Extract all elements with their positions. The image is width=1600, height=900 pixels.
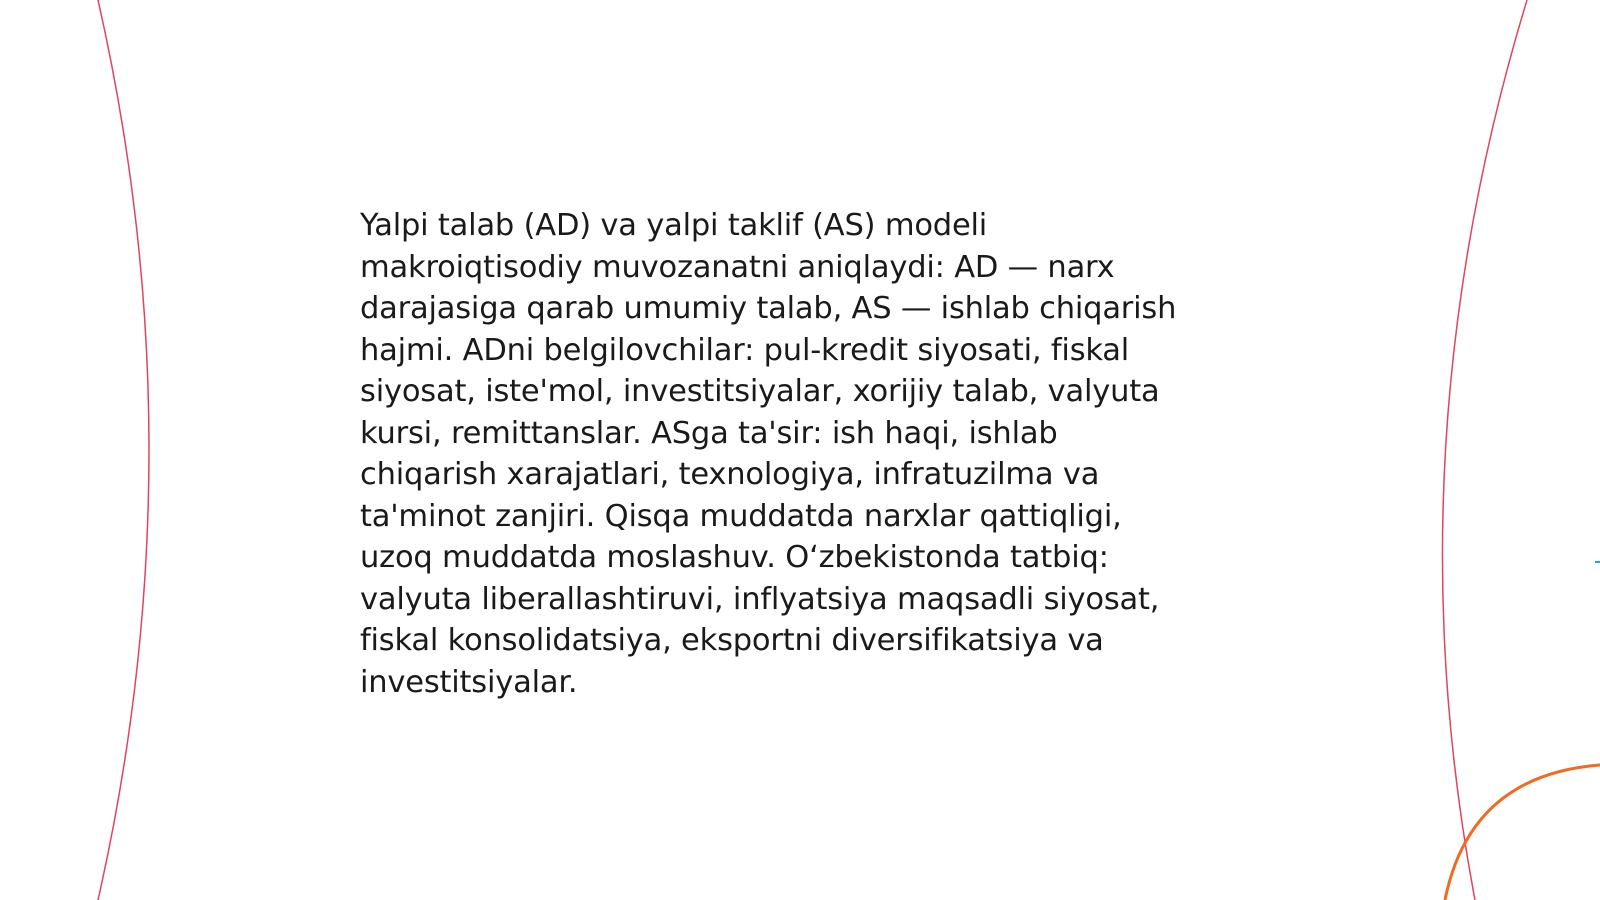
- body-line: makroiqtisodiy muvozanatni aniqlaydi: AD — narx: [360, 249, 1115, 285]
- orange-arc: [1445, 765, 1600, 900]
- body-line: kursi, remittanslar. ASga ta'sir: ish haqi, ishlab: [360, 415, 1058, 451]
- body-line: uzoq muddatda moslashuv. O‘zbekistonda tatbiq:: [360, 540, 1109, 575]
- body-line: fiskal konsolidatsiya, eksportni diversifikatsiya va: [360, 623, 1104, 658]
- body-line: ta'minot zanjiri. Qisqa muddatda narxlar qattiqligi,: [360, 498, 1122, 534]
- slide-body-text: [360, 205, 1260, 703]
- body-line: darajasiga qarab umumiy talab, AS — ishlab chiqarish: [360, 291, 1177, 326]
- body-line: hajmi. ADni belgilovchilar: pul-kredit siyosati, fiskal: [360, 332, 1130, 368]
- body-line: valyuta liberallashtiruvi, inflyatsiya maqsadli siyosat,: [360, 581, 1160, 617]
- body-line: chiqarish xarajatlari, texnologiya, infratuzilma va: [360, 457, 1100, 492]
- body-line: siyosat, iste'mol, investitsiyalar, xorijiy talab, valyuta: [360, 374, 1160, 409]
- left-decorative-curve: [98, 0, 149, 900]
- body-line: investitsiyalar.: [360, 664, 578, 700]
- body-line: Yalpi talab (AD) va yalpi taklif (AS) modeli: [360, 208, 988, 243]
- right-decorative-curve: [1442, 0, 1527, 900]
